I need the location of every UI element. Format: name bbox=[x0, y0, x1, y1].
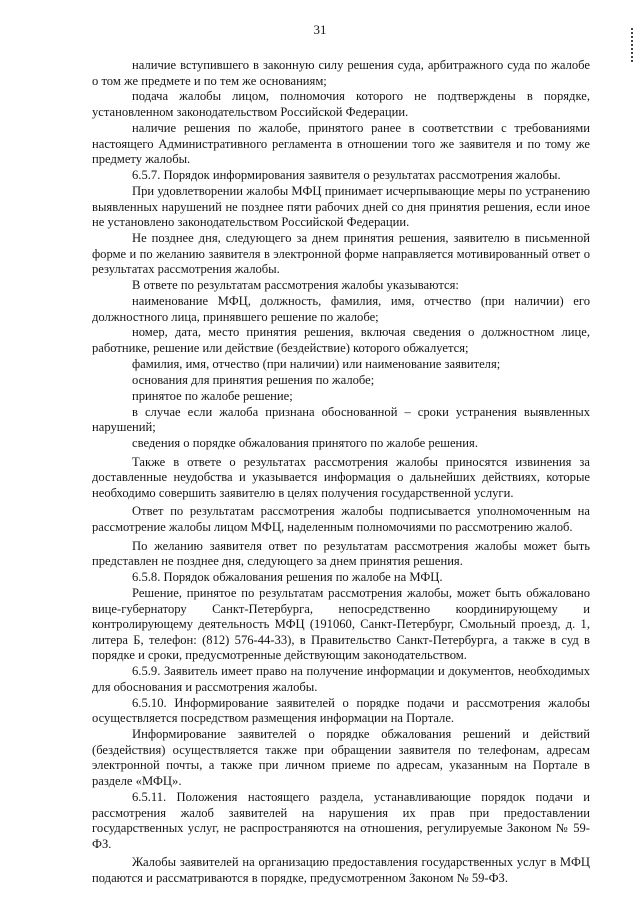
paragraph-1: наличие вступившего в законную силу решения суда, арбитражного суда по жалобе о том же предмете и по тем же основаниям; bbox=[92, 58, 590, 88]
scan-edge-mark bbox=[631, 28, 638, 62]
paragraph-3: наличие решения по жалобе, принятого ранее в соответствии с требованиями настоящего Административного регламента в отношении того же заявителя и по тому же предмету жалобы. bbox=[92, 120, 590, 167]
section-heading-6-5-7: 6.5.7. Порядок информирования заявителя о результатах рассмотрения жалобы. bbox=[132, 168, 561, 183]
page-number: 31 bbox=[313, 22, 327, 37]
paragraph-19: Решение, принятое по результатам рассмотрения жалобы, может быть обжаловано вице-губернатору Санкт-Петербурга, непосредственно координирующему и контролирующему деятельность МФЦ (191060, Санкт-Петербург, Смольный проезд, д. 1, литера Б, телефон: (812) 576-44-33), в Правительство Санкт-Петербурга, а также в суд в порядке и сроки, предусмотренные действующим законодательством. bbox=[92, 586, 590, 663]
paragraph-6: Не позднее дня, следующего за днем принятия решения, заявителю в письменной форме и по желанию заявителя в электронной форме направляется мотивированный ответ о результатах рассмотрения жалобы. bbox=[92, 231, 590, 277]
paragraph-5: При удовлетворении жалобы МФЦ принимает исчерпывающие меры по устранению выявленных нарушений не позднее пяти рабочих дней со дня принятия решения, если иное не установлено законодательством Российской Федерации. bbox=[92, 183, 590, 230]
list-item-1: наименование МФЦ, должность, фамилия, имя, отчество (при наличии) его должностного лица, принявшего решение по жалобе; bbox=[92, 293, 590, 324]
paragraph-2: подача жалобы лицом, полномочия которого не подтверждены в порядке, установленном законодательством Российской Федерации. bbox=[92, 89, 590, 120]
section-6-5-9: 6.5.9. Заявитель имеет право на получение информации и документов, необходимых для обоснования и рассмотрения жалобы. bbox=[92, 664, 590, 694]
paragraph-16: Ответ по результатам рассмотрения жалобы подписывается уполномоченным на рассмотрение жалобы лицом МФЦ, наделенным полномочиями по рассмотрению жалоб. bbox=[92, 504, 590, 535]
paragraph-24: Жалобы заявителей на организацию предоставления государственных услуг в МФЦ подаются и рассматриваются в порядке, предусмотренном Законом № 59-ФЗ. bbox=[92, 855, 590, 885]
section-heading-6-5-8: 6.5.8. Порядок обжалования решения по жалобе на МФЦ. bbox=[132, 570, 443, 585]
list-item-3: фамилия, имя, отчество (при наличии) или наименование заявителя; bbox=[132, 356, 501, 371]
list-item-4: основания для принятия решения по жалобе; bbox=[132, 372, 375, 387]
section-6-5-10: 6.5.10. Информирование заявителей о порядке подачи и рассмотрения жалобы осуществляется посредством размещения информации на Портале. bbox=[92, 695, 590, 726]
list-item-5: принятое по жалобе решение; bbox=[132, 388, 293, 403]
paragraph-17: По желанию заявителя ответ по результатам рассмотрения жалобы может быть представлен не позднее дня, следующего за днем принятия решения. bbox=[92, 538, 590, 569]
list-item-6: в случае если жалоба признана обоснованной – сроки устранения выявленных нарушений; bbox=[92, 404, 590, 435]
list-item-7: сведения о порядке обжалования принятого по жалобе решения. bbox=[132, 436, 478, 451]
section-6-5-11: 6.5.11. Положения настоящего раздела, устанавливающие порядок подачи и рассмотрения жалоб заявителей на нарушения их прав при предоставлении государственных услуг, не распространяются на отношения, регулируемые Законом № 59-ФЗ. bbox=[92, 789, 590, 851]
paragraph-15: Также в ответе о результатах рассмотрения жалобы приносятся извинения за доставленные неудобства и указывается информация о дальнейших действиях, которые необходимо совершить заявителю в целях получения государственной услуги. bbox=[92, 454, 590, 500]
list-item-2: номер, дата, место принятия решения, включая сведения о должностном лице, работнике, решение или действие (бездействие) которого обжалуется; bbox=[92, 325, 590, 356]
document-body bbox=[92, 58, 590, 887]
paragraph-7: В ответе по результатам рассмотрения жалобы указываются: bbox=[132, 278, 459, 293]
paragraph-22: Информирование заявителей о порядке обжалования решений и действий (бездействия) осуществляется также при обращении заявителя по телефонам, адресам электронной почты, а также при личном приеме по адресам, указанным на Портале в разделе «МФЦ». bbox=[92, 727, 590, 789]
